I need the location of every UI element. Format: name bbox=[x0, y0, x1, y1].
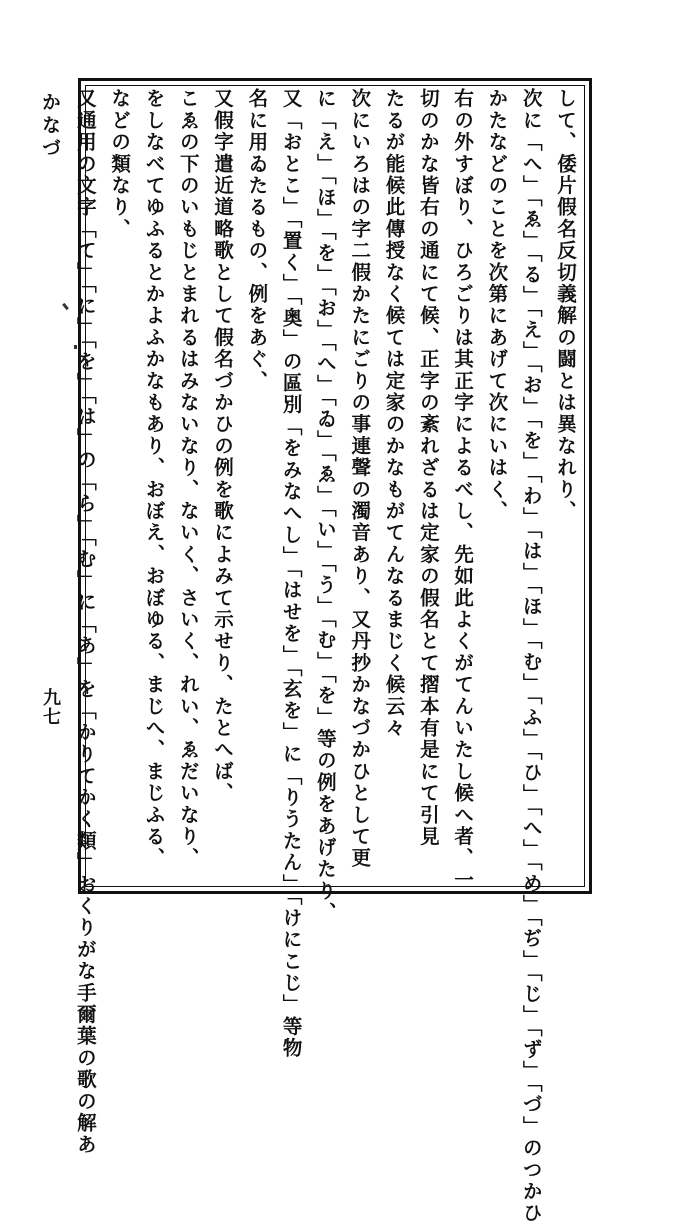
body-text bbox=[73, 88, 582, 1224]
text-column: 又通用の文字「て」「に」「を」「は」の「ら」「む」に「あ」を「かりてかく類」おくりがな手爾葉の歌の解あ bbox=[73, 88, 97, 1156]
text-column: などの類なり、 bbox=[108, 88, 132, 240]
text-column: 次にいろはの字二假かたにごりの事連聲の濁音あり、又丹抄かなづかひとして更 bbox=[348, 88, 372, 870]
text-column: 次に「へ」「ゑ」「る」「え」「お」「を」「わ」「は」「ほ」「む」「ふ」「ひ」「へ」「め」「ぢ」「じ」「ず」「づ」のつかひ bbox=[519, 88, 543, 1224]
text-column: して、倭片假名反切義解の闘とは異なれり、 bbox=[554, 88, 577, 522]
text-column: 又假字遣近道略歌として假名づかひの例を歌によみて示せり、たとへば、 bbox=[211, 88, 235, 805]
text-column: 右の外すぼり、ひろごりは其正字によるべし、先如此よくがてんいたし候へ者、一 bbox=[451, 88, 475, 891]
text-column: こゑの下のいもじとまれるはみないなり、ないく、さいく、れい、ゑだいなり、 bbox=[176, 88, 200, 870]
text-column: をしなべてゆふるとかよふかなもあり、おぼえ、おぼゆる、まじへ、まじふる、 bbox=[142, 88, 166, 870]
text-column: かたなどのことを次第にあげて次にいはく、 bbox=[485, 88, 509, 522]
text-column: 名に用ゐたるもの、例をあぐ、 bbox=[245, 88, 269, 392]
text-column: 切のかな皆右の通にて候、正字の紊れざるは定家の假名とて摺本有是にて引見 bbox=[416, 88, 440, 848]
running-head: かなづ bbox=[39, 92, 61, 161]
text-column: に「え」「ほ」「を」「お」「へ」「ゐ」「ゑ」「い」「う」「む」「を」等の例をあげたり、 bbox=[313, 88, 337, 924]
text-column: 又「おとこ」「置く」「奥」の區別「をみなへし」「はせを」「玄を」に「りうたん」「けにこじ」等物 bbox=[279, 88, 303, 1060]
text-column: たるが能候此傳授なく候ては定家のかなもがてんなるまじく候云々 bbox=[382, 88, 406, 739]
page-number: 九七 bbox=[40, 688, 61, 726]
